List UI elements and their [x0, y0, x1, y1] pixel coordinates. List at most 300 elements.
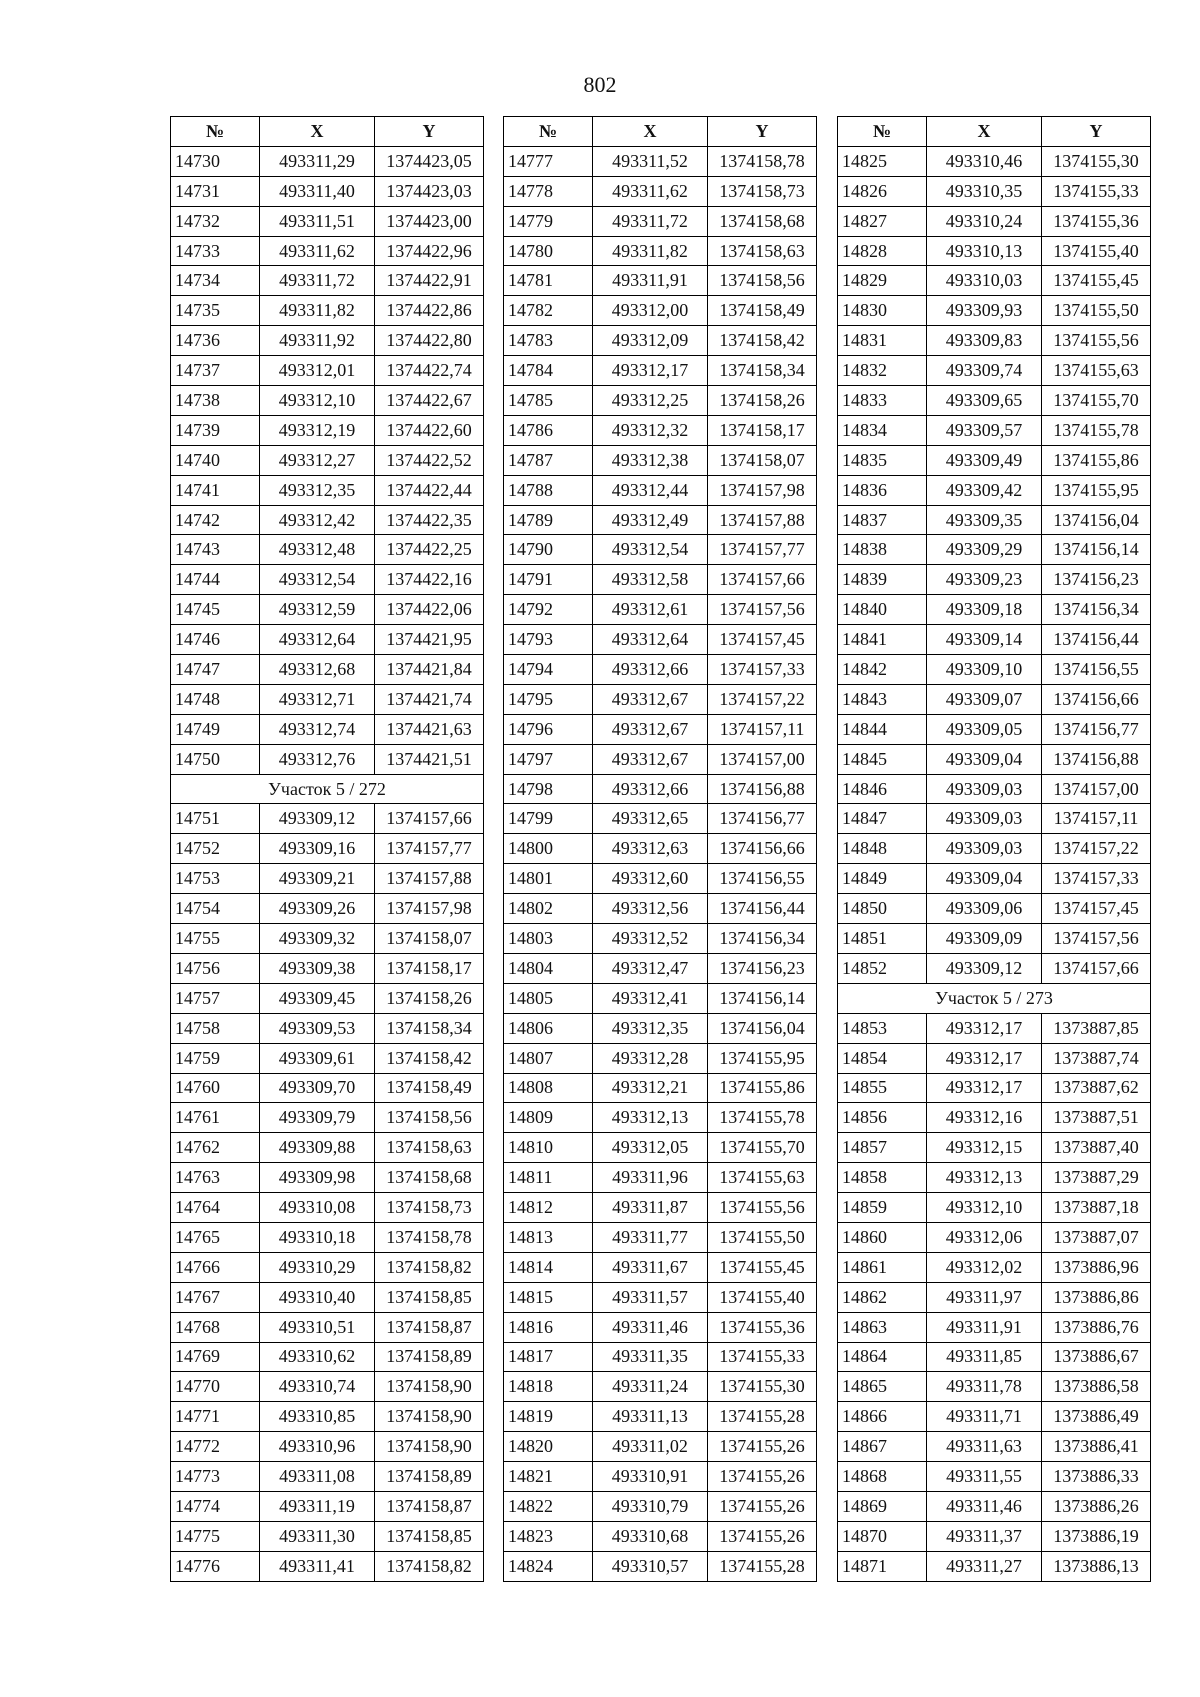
y-coordinate-cell: 1374422,35	[375, 505, 484, 535]
point-number-cell: 14835	[838, 445, 927, 475]
table-row	[504, 1342, 817, 1372]
y-coordinate-cell: 1374156,44	[708, 894, 817, 924]
point-number-cell: 14853	[838, 1013, 927, 1043]
point-number-cell: 14758	[171, 1013, 260, 1043]
point-number-cell: 14863	[838, 1312, 927, 1342]
point-number-cell: 14845	[838, 744, 927, 774]
table-row	[838, 1372, 1151, 1402]
table-row	[171, 714, 484, 744]
point-number-cell: 14813	[504, 1222, 593, 1252]
y-coordinate-cell: 1374157,66	[375, 804, 484, 834]
y-coordinate-cell: 1374157,88	[375, 864, 484, 894]
point-number-cell: 14778	[504, 176, 593, 206]
table-row	[171, 953, 484, 983]
y-coordinate-cell: 1374158,17	[375, 953, 484, 983]
y-coordinate-cell: 1374157,22	[1042, 834, 1151, 864]
table-row	[504, 1073, 817, 1103]
table-row	[504, 1312, 817, 1342]
x-coordinate-cell: 493311,67	[593, 1252, 708, 1282]
y-coordinate-cell: 1373886,96	[1042, 1252, 1151, 1282]
x-coordinate-cell: 493310,18	[260, 1222, 375, 1252]
x-coordinate-cell: 493311,78	[927, 1372, 1042, 1402]
table-row	[504, 864, 817, 894]
point-number-cell: 14818	[504, 1372, 593, 1402]
x-coordinate-cell: 493312,54	[260, 565, 375, 595]
y-coordinate-cell: 1373887,40	[1042, 1133, 1151, 1163]
table-row	[504, 684, 817, 714]
table-row	[838, 415, 1151, 445]
point-number-cell: 14852	[838, 953, 927, 983]
y-coordinate-cell: 1374157,00	[708, 744, 817, 774]
y-coordinate-cell: 1374155,50	[708, 1222, 817, 1252]
point-number-cell: 14774	[171, 1491, 260, 1521]
table-row	[171, 744, 484, 774]
x-coordinate-cell: 493309,83	[927, 326, 1042, 356]
table-row	[838, 953, 1151, 983]
table-row	[838, 804, 1151, 834]
y-coordinate-cell: 1373886,58	[1042, 1372, 1151, 1402]
header-y: Y	[708, 117, 817, 147]
point-number-cell: 14869	[838, 1491, 927, 1521]
table-row	[171, 1342, 484, 1372]
y-coordinate-cell: 1374422,52	[375, 445, 484, 475]
table-row	[171, 1491, 484, 1521]
point-number-cell: 14735	[171, 296, 260, 326]
x-coordinate-cell: 493309,45	[260, 983, 375, 1013]
y-coordinate-cell: 1374155,45	[708, 1252, 817, 1282]
table-row	[504, 535, 817, 565]
point-number-cell: 14825	[838, 146, 927, 176]
y-coordinate-cell: 1374155,70	[708, 1133, 817, 1163]
x-coordinate-cell: 493312,32	[593, 415, 708, 445]
table-row	[838, 1342, 1151, 1372]
y-coordinate-cell: 1374157,22	[708, 684, 817, 714]
point-number-cell: 14730	[171, 146, 260, 176]
y-coordinate-cell: 1374158,07	[375, 924, 484, 954]
x-coordinate-cell: 493312,49	[593, 505, 708, 535]
x-coordinate-cell: 493310,79	[593, 1491, 708, 1521]
point-number-cell: 14737	[171, 356, 260, 386]
table-row	[838, 236, 1151, 266]
y-coordinate-cell: 1374157,77	[375, 834, 484, 864]
point-number-cell: 14838	[838, 535, 927, 565]
point-number-cell: 14802	[504, 894, 593, 924]
x-coordinate-cell: 493312,38	[593, 445, 708, 475]
point-number-cell: 14860	[838, 1222, 927, 1252]
table-row	[504, 565, 817, 595]
x-coordinate-cell: 493311,62	[260, 236, 375, 266]
y-coordinate-cell: 1374421,74	[375, 684, 484, 714]
x-coordinate-cell: 493311,85	[927, 1342, 1042, 1372]
y-coordinate-cell: 1374158,26	[375, 983, 484, 1013]
point-number-cell: 14806	[504, 1013, 593, 1043]
x-coordinate-cell: 493310,57	[593, 1551, 708, 1581]
point-number-cell: 14750	[171, 744, 260, 774]
point-number-cell: 14816	[504, 1312, 593, 1342]
x-coordinate-cell: 493311,30	[260, 1521, 375, 1551]
y-coordinate-cell: 1374156,04	[708, 1013, 817, 1043]
point-number-cell: 14757	[171, 983, 260, 1013]
x-coordinate-cell: 493311,72	[260, 266, 375, 296]
point-number-cell: 14777	[504, 146, 593, 176]
table-row	[838, 1222, 1151, 1252]
x-coordinate-cell: 493312,10	[927, 1193, 1042, 1223]
x-coordinate-cell: 493312,47	[593, 953, 708, 983]
table-header-row	[171, 117, 484, 147]
x-coordinate-cell: 493309,65	[927, 386, 1042, 416]
table-row	[504, 326, 817, 356]
point-number-cell: 14767	[171, 1282, 260, 1312]
point-number-cell: 14861	[838, 1252, 927, 1282]
x-coordinate-cell: 493312,10	[260, 386, 375, 416]
table-row	[838, 296, 1151, 326]
table-row	[504, 804, 817, 834]
x-coordinate-cell: 493312,01	[260, 356, 375, 386]
x-coordinate-cell: 493311,72	[593, 206, 708, 236]
y-coordinate-cell: 1374155,26	[708, 1521, 817, 1551]
y-coordinate-cell: 1374155,78	[708, 1103, 817, 1133]
x-coordinate-cell: 493310,91	[593, 1462, 708, 1492]
x-coordinate-cell: 493311,55	[927, 1462, 1042, 1492]
table-row	[171, 565, 484, 595]
y-coordinate-cell: 1373886,13	[1042, 1551, 1151, 1581]
table-row	[171, 1013, 484, 1043]
x-coordinate-cell: 493310,85	[260, 1402, 375, 1432]
y-coordinate-cell: 1374158,89	[375, 1462, 484, 1492]
x-coordinate-cell: 493311,13	[593, 1402, 708, 1432]
x-coordinate-cell: 493309,98	[260, 1163, 375, 1193]
y-coordinate-cell: 1374158,87	[375, 1491, 484, 1521]
point-number-cell: 14832	[838, 356, 927, 386]
table-row	[504, 176, 817, 206]
point-number-cell: 14785	[504, 386, 593, 416]
point-number-cell: 14779	[504, 206, 593, 236]
table-row	[504, 1043, 817, 1073]
table-row	[171, 1372, 484, 1402]
x-coordinate-cell: 493312,52	[593, 924, 708, 954]
table-row	[171, 924, 484, 954]
section-row	[838, 983, 1151, 1013]
y-coordinate-cell: 1374155,30	[1042, 146, 1151, 176]
table-row	[171, 894, 484, 924]
point-number-cell: 14822	[504, 1491, 593, 1521]
table-row	[838, 565, 1151, 595]
x-coordinate-cell: 493312,21	[593, 1073, 708, 1103]
point-number-cell: 14836	[838, 475, 927, 505]
table-row	[171, 386, 484, 416]
point-number-cell: 14801	[504, 864, 593, 894]
x-coordinate-cell: 493311,40	[260, 176, 375, 206]
table-row	[171, 1043, 484, 1073]
y-coordinate-cell: 1374157,88	[708, 505, 817, 535]
y-coordinate-cell: 1374155,95	[708, 1043, 817, 1073]
table-header-row	[838, 117, 1151, 147]
point-number-cell: 14795	[504, 684, 593, 714]
table-row	[171, 1402, 484, 1432]
y-coordinate-cell: 1374422,96	[375, 236, 484, 266]
y-coordinate-cell: 1374422,74	[375, 356, 484, 386]
y-coordinate-cell: 1373886,33	[1042, 1462, 1151, 1492]
table-row	[838, 326, 1151, 356]
point-number-cell: 14859	[838, 1193, 927, 1223]
y-coordinate-cell: 1374158,26	[708, 386, 817, 416]
x-coordinate-cell: 493310,13	[927, 236, 1042, 266]
point-number-cell: 14734	[171, 266, 260, 296]
point-number-cell: 14784	[504, 356, 593, 386]
point-number-cell: 14824	[504, 1551, 593, 1581]
y-coordinate-cell: 1374421,51	[375, 744, 484, 774]
table-row	[838, 625, 1151, 655]
y-coordinate-cell: 1374158,68	[708, 206, 817, 236]
x-coordinate-cell: 493312,54	[593, 535, 708, 565]
point-number-cell: 14742	[171, 505, 260, 535]
point-number-cell: 14866	[838, 1402, 927, 1432]
y-coordinate-cell: 1374158,56	[375, 1103, 484, 1133]
x-coordinate-cell: 493309,18	[927, 595, 1042, 625]
table-row	[171, 146, 484, 176]
x-coordinate-cell: 493309,04	[927, 744, 1042, 774]
x-coordinate-cell: 493312,25	[593, 386, 708, 416]
point-number-cell: 14839	[838, 565, 927, 595]
table-row	[171, 1103, 484, 1133]
x-coordinate-cell: 493312,74	[260, 714, 375, 744]
y-coordinate-cell: 1374155,63	[708, 1163, 817, 1193]
point-number-cell: 14797	[504, 744, 593, 774]
y-coordinate-cell: 1373887,07	[1042, 1222, 1151, 1252]
point-number-cell: 14759	[171, 1043, 260, 1073]
y-coordinate-cell: 1373887,85	[1042, 1013, 1151, 1043]
point-number-cell: 14811	[504, 1163, 593, 1193]
table-row	[838, 266, 1151, 296]
x-coordinate-cell: 493310,08	[260, 1193, 375, 1223]
point-number-cell: 14808	[504, 1073, 593, 1103]
y-coordinate-cell: 1374158,90	[375, 1372, 484, 1402]
y-coordinate-cell: 1374157,56	[1042, 924, 1151, 954]
point-number-cell: 14770	[171, 1372, 260, 1402]
y-coordinate-cell: 1374155,26	[708, 1491, 817, 1521]
point-number-cell: 14763	[171, 1163, 260, 1193]
table-row	[171, 1462, 484, 1492]
table-row	[504, 1491, 817, 1521]
coordinates-table-2	[503, 116, 817, 1582]
y-coordinate-cell: 1374156,88	[1042, 744, 1151, 774]
table-row	[504, 146, 817, 176]
x-coordinate-cell: 493311,37	[927, 1521, 1042, 1551]
point-number-cell: 14864	[838, 1342, 927, 1372]
y-coordinate-cell: 1374155,50	[1042, 296, 1151, 326]
table-row	[838, 1521, 1151, 1551]
y-coordinate-cell: 1374421,95	[375, 625, 484, 655]
x-coordinate-cell: 493311,29	[260, 146, 375, 176]
y-coordinate-cell: 1374155,63	[1042, 356, 1151, 386]
x-coordinate-cell: 493311,91	[927, 1312, 1042, 1342]
table-row	[838, 1133, 1151, 1163]
x-coordinate-cell: 493309,57	[927, 415, 1042, 445]
y-coordinate-cell: 1374155,30	[708, 1372, 817, 1402]
x-coordinate-cell: 493311,19	[260, 1491, 375, 1521]
table-row	[838, 1073, 1151, 1103]
y-coordinate-cell: 1374157,56	[708, 595, 817, 625]
table-row	[171, 1551, 484, 1581]
point-number-cell: 14761	[171, 1103, 260, 1133]
table-row	[171, 864, 484, 894]
point-number-cell: 14834	[838, 415, 927, 445]
header-number: №	[171, 117, 260, 147]
point-number-cell: 14788	[504, 475, 593, 505]
y-coordinate-cell: 1374158,82	[375, 1551, 484, 1581]
x-coordinate-cell: 493312,06	[927, 1222, 1042, 1252]
table-row	[838, 475, 1151, 505]
y-coordinate-cell: 1373886,19	[1042, 1521, 1151, 1551]
section-row	[171, 774, 484, 804]
table-row	[504, 1222, 817, 1252]
y-coordinate-cell: 1374158,87	[375, 1312, 484, 1342]
y-coordinate-cell: 1374155,78	[1042, 415, 1151, 445]
table-row	[504, 983, 817, 1013]
x-coordinate-cell: 493311,63	[927, 1432, 1042, 1462]
x-coordinate-cell: 493311,41	[260, 1551, 375, 1581]
table-row	[504, 1402, 817, 1432]
table-row	[838, 505, 1151, 535]
table-row	[504, 1252, 817, 1282]
x-coordinate-cell: 493309,06	[927, 894, 1042, 924]
point-number-cell: 14768	[171, 1312, 260, 1342]
table-row	[171, 266, 484, 296]
point-number-cell: 14804	[504, 953, 593, 983]
table-row	[171, 1163, 484, 1193]
table-row	[838, 1312, 1151, 1342]
x-coordinate-cell: 493312,68	[260, 655, 375, 685]
y-coordinate-cell: 1374156,14	[1042, 535, 1151, 565]
table-row	[838, 445, 1151, 475]
table-row	[171, 625, 484, 655]
y-coordinate-cell: 1374156,04	[1042, 505, 1151, 535]
y-coordinate-cell: 1374158,73	[708, 176, 817, 206]
x-coordinate-cell: 493309,03	[927, 834, 1042, 864]
point-number-cell: 14746	[171, 625, 260, 655]
y-coordinate-cell: 1374158,89	[375, 1342, 484, 1372]
y-coordinate-cell: 1374157,66	[708, 565, 817, 595]
point-number-cell: 14755	[171, 924, 260, 954]
y-coordinate-cell: 1374157,11	[708, 714, 817, 744]
y-coordinate-cell: 1374423,05	[375, 146, 484, 176]
table-row	[171, 535, 484, 565]
x-coordinate-cell: 493309,88	[260, 1133, 375, 1163]
x-coordinate-cell: 493311,52	[593, 146, 708, 176]
table-row	[838, 386, 1151, 416]
x-coordinate-cell: 493312,71	[260, 684, 375, 714]
x-coordinate-cell: 493309,26	[260, 894, 375, 924]
point-number-cell: 14740	[171, 445, 260, 475]
x-coordinate-cell: 493312,09	[593, 326, 708, 356]
x-coordinate-cell: 493310,35	[927, 176, 1042, 206]
x-coordinate-cell: 493312,67	[593, 714, 708, 744]
x-coordinate-cell: 493312,16	[927, 1103, 1042, 1133]
x-coordinate-cell: 493310,03	[927, 266, 1042, 296]
y-coordinate-cell: 1374156,23	[708, 953, 817, 983]
y-coordinate-cell: 1373887,51	[1042, 1103, 1151, 1133]
y-coordinate-cell: 1374158,82	[375, 1252, 484, 1282]
y-coordinate-cell: 1374422,44	[375, 475, 484, 505]
y-coordinate-cell: 1374158,73	[375, 1193, 484, 1223]
point-number-cell: 14829	[838, 266, 927, 296]
point-number-cell: 14805	[504, 983, 593, 1013]
table-row	[838, 535, 1151, 565]
point-number-cell: 14760	[171, 1073, 260, 1103]
point-number-cell: 14787	[504, 445, 593, 475]
point-number-cell: 14744	[171, 565, 260, 595]
y-coordinate-cell: 1374155,95	[1042, 475, 1151, 505]
x-coordinate-cell: 493310,46	[927, 146, 1042, 176]
x-coordinate-cell: 493311,27	[927, 1551, 1042, 1581]
y-coordinate-cell: 1374157,66	[1042, 953, 1151, 983]
header-number: №	[504, 117, 593, 147]
x-coordinate-cell: 493309,38	[260, 953, 375, 983]
table-row	[504, 1133, 817, 1163]
table-row	[504, 744, 817, 774]
point-number-cell: 14731	[171, 176, 260, 206]
table-row	[504, 296, 817, 326]
table-row	[838, 356, 1151, 386]
table-row	[504, 1462, 817, 1492]
table-row	[838, 1103, 1151, 1133]
x-coordinate-cell: 493311,97	[927, 1282, 1042, 1312]
x-coordinate-cell: 493312,60	[593, 864, 708, 894]
x-coordinate-cell: 493311,57	[593, 1282, 708, 1312]
section-title: Участок 5 / 273	[838, 983, 1151, 1013]
table-row	[504, 1163, 817, 1193]
table-row	[171, 236, 484, 266]
x-coordinate-cell: 493309,09	[927, 924, 1042, 954]
table-row	[504, 953, 817, 983]
y-coordinate-cell: 1374157,33	[708, 655, 817, 685]
point-number-cell: 14745	[171, 595, 260, 625]
x-coordinate-cell: 493311,71	[927, 1402, 1042, 1432]
y-coordinate-cell: 1373887,29	[1042, 1163, 1151, 1193]
point-number-cell: 14830	[838, 296, 927, 326]
x-coordinate-cell: 493311,77	[593, 1222, 708, 1252]
x-coordinate-cell: 493312,56	[593, 894, 708, 924]
table-row	[504, 386, 817, 416]
point-number-cell: 14847	[838, 804, 927, 834]
point-number-cell: 14803	[504, 924, 593, 954]
y-coordinate-cell: 1374158,34	[708, 356, 817, 386]
table-row	[171, 1252, 484, 1282]
y-coordinate-cell: 1373886,76	[1042, 1312, 1151, 1342]
page-number: 802	[583, 72, 617, 97]
point-number-cell: 14867	[838, 1432, 927, 1462]
point-number-cell: 14765	[171, 1222, 260, 1252]
x-coordinate-cell: 493309,12	[260, 804, 375, 834]
point-number-cell: 14855	[838, 1073, 927, 1103]
coordinates-table-1	[170, 116, 484, 1582]
point-number-cell: 14773	[171, 1462, 260, 1492]
x-coordinate-cell: 493312,65	[593, 804, 708, 834]
point-number-cell: 14828	[838, 236, 927, 266]
table-row	[504, 475, 817, 505]
point-number-cell: 14856	[838, 1103, 927, 1133]
table-row	[504, 236, 817, 266]
point-number-cell: 14868	[838, 1462, 927, 1492]
point-number-cell: 14771	[171, 1402, 260, 1432]
point-number-cell: 14814	[504, 1252, 593, 1282]
x-coordinate-cell: 493309,74	[927, 356, 1042, 386]
x-coordinate-cell: 493312,28	[593, 1043, 708, 1073]
table-row	[171, 1282, 484, 1312]
point-number-cell: 14821	[504, 1462, 593, 1492]
y-coordinate-cell: 1373886,41	[1042, 1432, 1151, 1462]
y-coordinate-cell: 1374155,45	[1042, 266, 1151, 296]
